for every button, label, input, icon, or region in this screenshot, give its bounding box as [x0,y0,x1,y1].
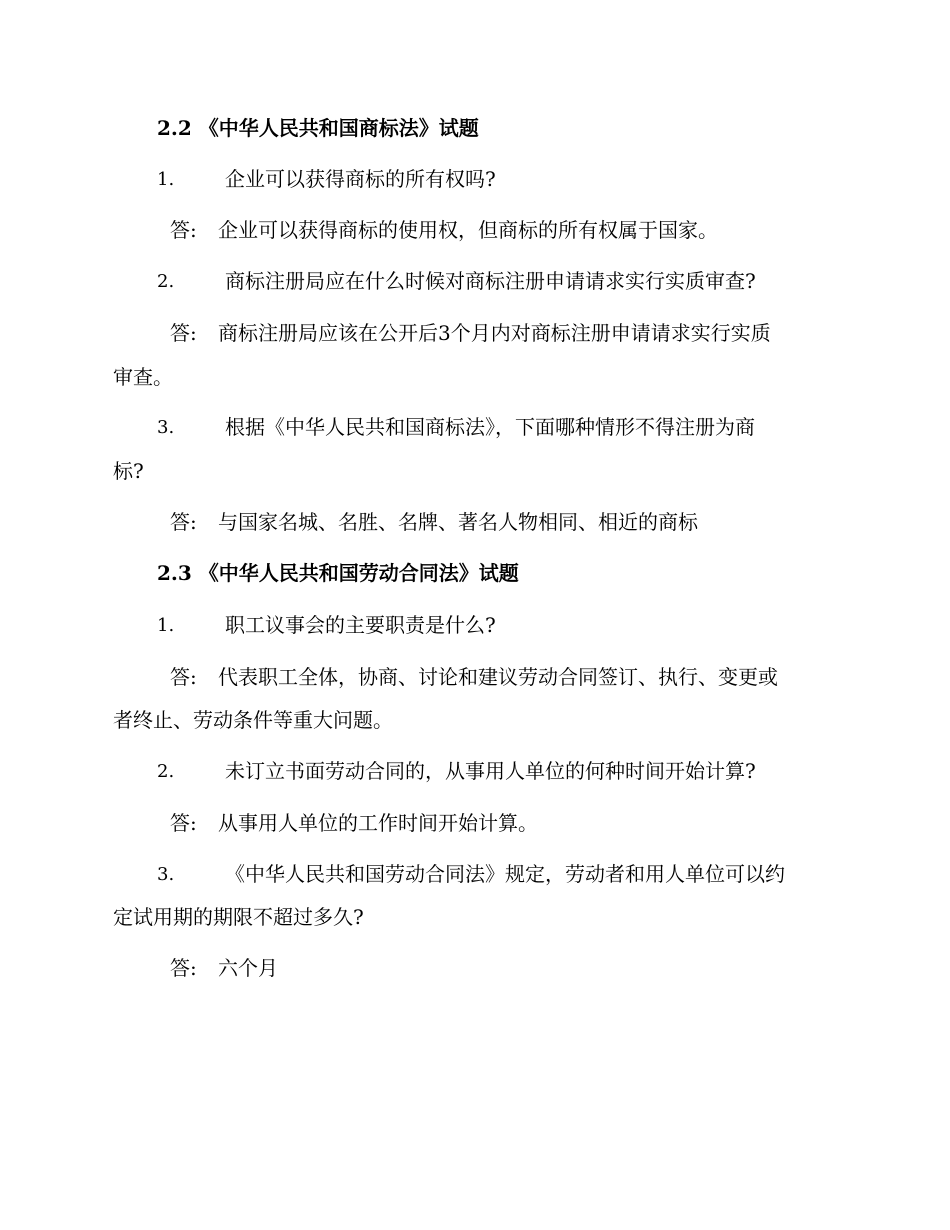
answer-text: 六个月 [218,956,278,980]
question-text: 根据《中华人民共和国商标法》，下面哪种情形不得注册为商 [225,415,755,439]
answer-line [170,510,698,534]
question-text: 商标注册局应在什么时候对商标注册申请请求实行实质审查? [225,269,756,293]
answer-continuation: 者终止、劳动条件等重大问题。 [113,708,393,732]
question-text: 职工议事会的主要职责是什么? [225,613,496,637]
question-number: 1. [157,615,175,636]
answer-text: 从事用人单位的工作时间开始计算。 [218,811,538,835]
answer-line [170,665,778,689]
answer-label: 答: [170,218,197,242]
answer-continuation: 审查。 [113,365,173,389]
section-heading-2-2: 2.2 《中华人民共和国商标法》试题 [157,116,479,140]
question-number: 1. [157,169,175,190]
answer-label: 答: [170,321,197,345]
question-number: 3. [157,417,175,438]
question-number: 2. [157,761,175,782]
answer-line [170,321,771,345]
answer-text: 代表职工全体，协商、讨论和建议劳动合同签订、执行、变更或 [218,665,778,689]
answer-label: 答: [170,665,197,689]
answer-line [170,956,278,980]
question-number: 2. [157,271,175,292]
answer-line [170,811,538,835]
answer-text: 与国家名城、名胜、名牌、著名人物相同、相近的商标 [218,510,698,534]
question-text: 未订立书面劳动合同的，从事用人单位的何种时间开始计算? [225,759,756,783]
answer-text: 商标注册局应该在公开后3个月内对商标注册申请请求实行实质 [218,321,771,345]
question-continuation: 标? [113,459,144,483]
answer-label: 答: [170,956,197,980]
answer-line [170,218,718,242]
question-continuation: 定试用期的期限不超过多久? [113,905,364,929]
question-text: 企业可以获得商标的所有权吗? [225,167,496,191]
question-number: 3. [157,864,175,885]
answer-label: 答: [170,510,197,534]
answer-text: 企业可以获得商标的使用权，但商标的所有权属于国家。 [218,218,718,242]
answer-label: 答: [170,811,197,835]
section-heading-2-3: 2.3 《中华人民共和国劳动合同法》试题 [157,561,519,585]
question-text: 《中华人民共和国劳动合同法》规定，劳动者和用人单位可以约 [225,862,785,886]
